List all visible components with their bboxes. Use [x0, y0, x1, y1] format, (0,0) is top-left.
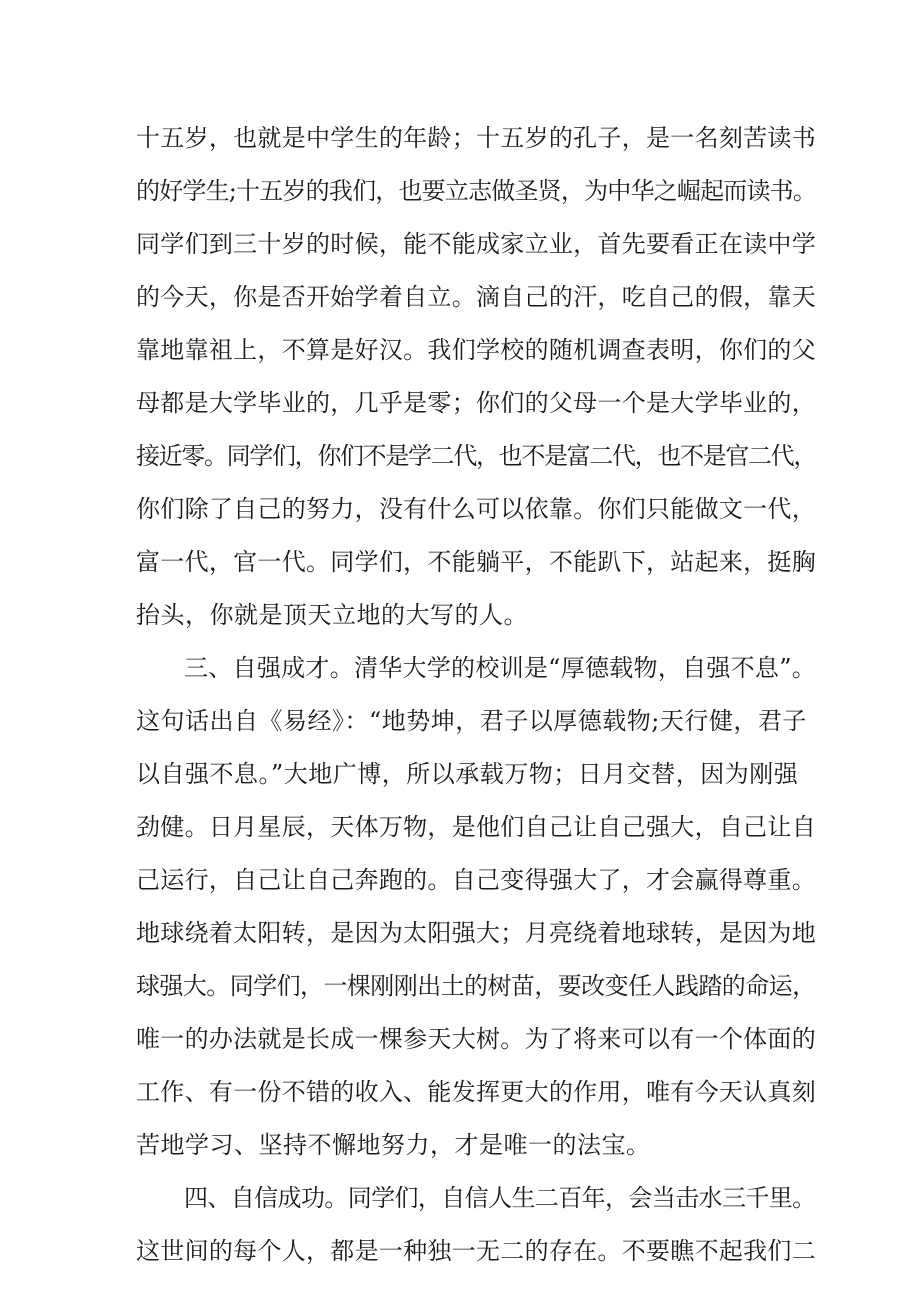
text-line: 球强大。同学们，一棵刚刚出土的树苗，要改变任人践踏的命运， — [136, 972, 816, 1000]
paragraph-first-line: 三、自强成才。清华大学的校训是“厚德载物，自强不息”。 — [184, 654, 817, 682]
text-line: 接近零。同学们，你们不是学二代，也不是富二代，也不是官二代， — [136, 442, 816, 470]
document-body — [136, 112, 816, 1278]
text-line: 抬头，你就是顶天立地的大写的人。 — [136, 601, 528, 629]
text-line: 靠地靠祖上，不算是好汉。我们学校的随机调查表明，你们的父 — [136, 336, 816, 364]
text-line: 这世间的每个人，都是一种独一无二的存在。不要瞧不起我们二 — [136, 1237, 816, 1265]
text-line: 工作、有一份不错的收入、能发挥更大的作用，唯有今天认真刻 — [136, 1078, 816, 1106]
text-line: 同学们到三十岁的时候，能不能成家立业，首先要看正在读中学 — [136, 230, 816, 258]
text-line: 劲健。日月星辰，天体万物，是他们自己让自己强大，自己让自 — [136, 813, 816, 841]
text-line: 苦地学习、坚持不懈地努力，才是唯一的法宝。 — [136, 1131, 651, 1159]
text-line: 唯一的办法就是长成一棵参天大树。为了将来可以有一个体面的 — [136, 1025, 816, 1053]
text-line: 的好学生;十五岁的我们，也要立志做圣贤，为中华之崛起而读书。 — [136, 177, 817, 205]
text-line: 这句话出自《易经》：“地势坤，君子以厚德载物;天行健，君子 — [136, 707, 807, 735]
text-line: 以自强不息。”大地广博，所以承载万物；日月交替，因为刚强 — [136, 760, 799, 788]
text-line: 富一代，官一代。同学们，不能躺平，不能趴下，站起来，挺胸 — [136, 548, 816, 576]
paragraph-first-line: 四、自信成功。同学们，自信人生二百年，会当击水三千里。 — [184, 1184, 816, 1212]
text-line: 你们除了自己的努力，没有什么可以依靠。你们只能做文一代， — [136, 495, 816, 523]
text-line: 母都是大学毕业的，几乎是零；你们的父母一个是大学毕业的， — [136, 389, 816, 417]
text-line: 十五岁，也就是中学生的年龄；十五岁的孔子，是一名刻苦读书 — [136, 124, 816, 152]
text-line: 的今天，你是否开始学着自立。滴自己的汗，吃自己的假，靠天 — [136, 283, 816, 311]
text-line: 己运行，自己让自己奔跑的。自己变得强大了，才会赢得尊重。 — [136, 866, 816, 894]
text-line: 地球绕着太阳转，是因为太阳强大；月亮绕着地球转，是因为地 — [136, 919, 816, 947]
